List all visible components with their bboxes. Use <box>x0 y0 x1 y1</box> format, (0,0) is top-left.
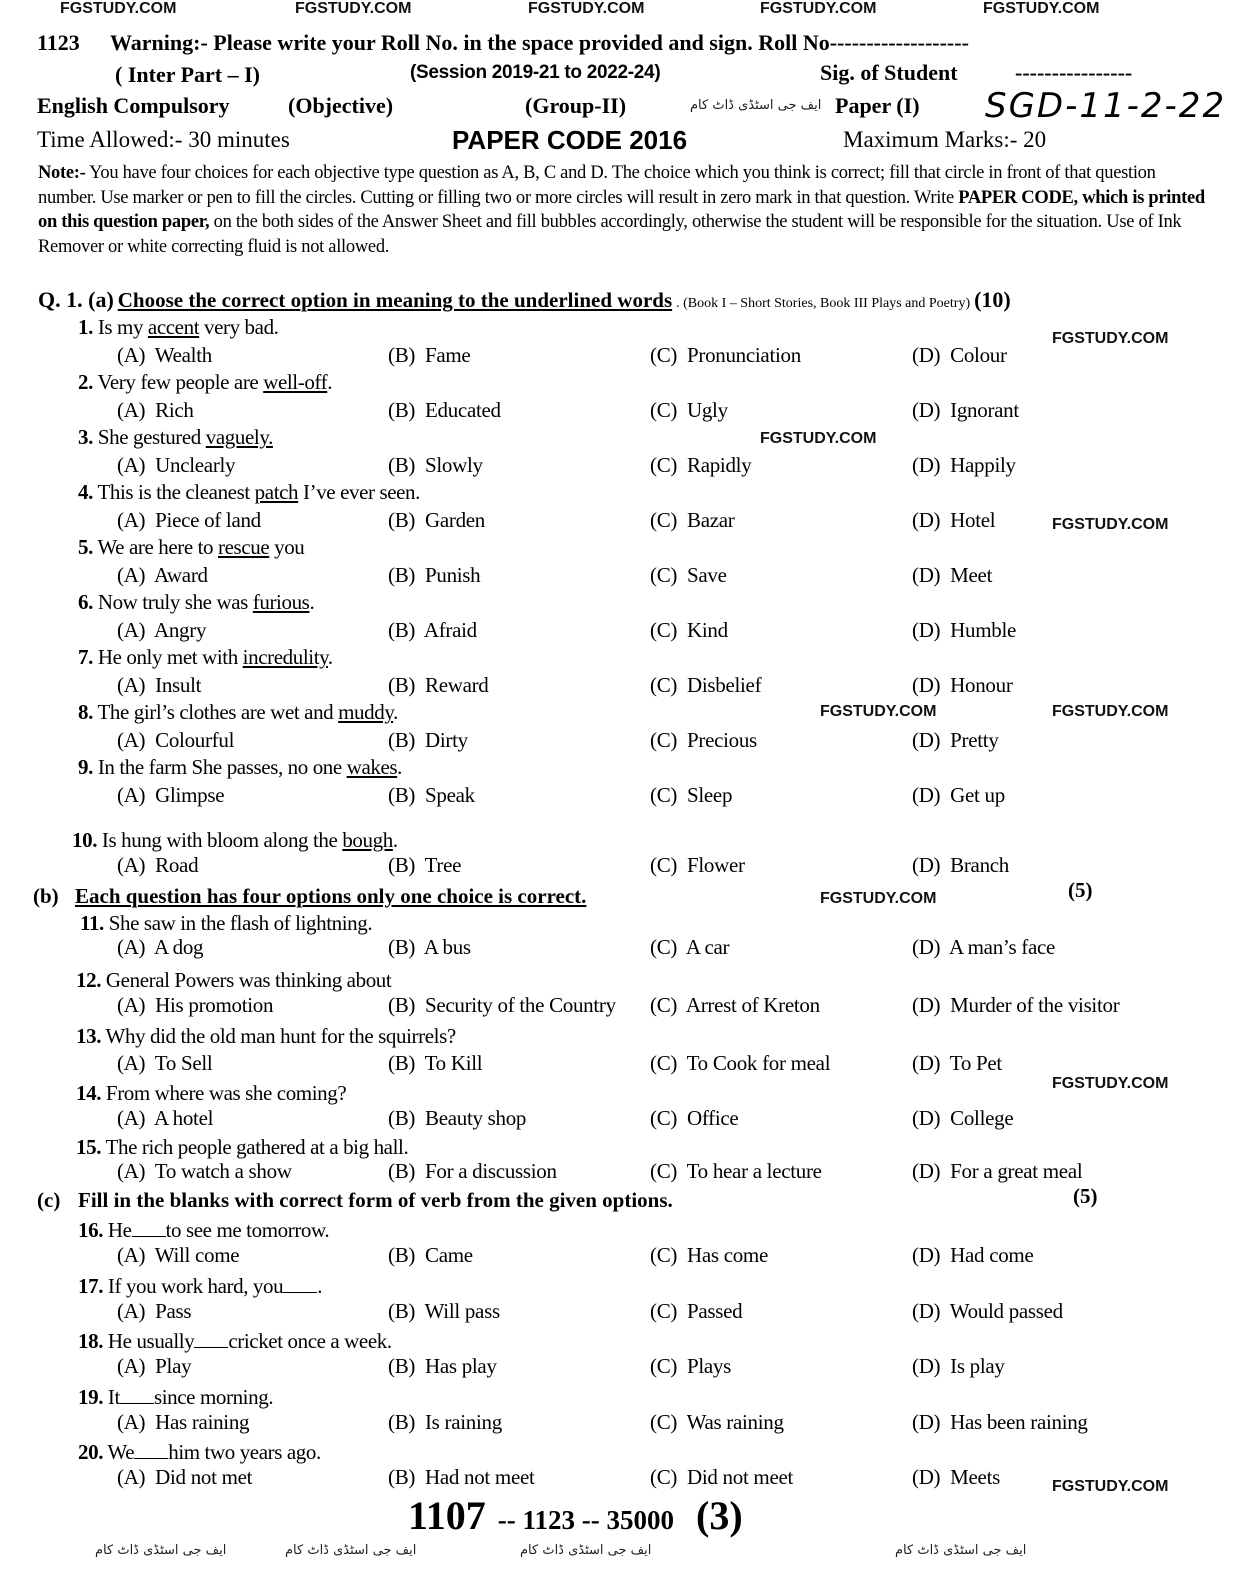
question-15-option-b: (B) For a discussion <box>388 1159 557 1183</box>
question-15-option-a: (A) To watch a show <box>117 1159 292 1183</box>
question-3-option-b: (B) Slowly <box>388 453 483 477</box>
question-13-option-b: (B) To Kill <box>388 1051 483 1075</box>
question-number: 18. <box>78 1329 104 1353</box>
question-3-option-c: (C) Rapidly <box>650 453 752 477</box>
question-9 <box>78 755 402 780</box>
question-17-option-a: (A) Pass <box>117 1299 192 1323</box>
question-4 <box>78 480 420 505</box>
question-19-option-a: (A) Has raining <box>117 1410 250 1434</box>
question-9-option-d: (D) Get up <box>912 783 1005 807</box>
answer-blank <box>132 1235 166 1237</box>
question-15-option-d: (D) For a great meal <box>912 1159 1083 1183</box>
question-text-end: . <box>309 590 315 614</box>
question-number: 1. <box>78 315 93 339</box>
section-a-source: . (Book I – Short Stories, Book III Plays and Poetry) <box>676 296 971 311</box>
answer-blank <box>194 1346 228 1348</box>
question-18-option-a: (A) Play <box>117 1354 192 1378</box>
watermark: FGSTUDY.COM <box>60 0 177 17</box>
question-15-option-c: (C) To hear a lecture <box>650 1159 822 1183</box>
question-4-option-c: (C) Bazar <box>650 508 735 532</box>
question-number: 7. <box>78 645 93 669</box>
urdu-watermark: ایف جی اسٹڈی ڈاٹ کام <box>285 1543 417 1558</box>
paper-code: PAPER CODE 2016 <box>452 125 688 155</box>
handwritten-note: SGD-11-2-22 <box>985 86 1227 126</box>
question-10-option-a: (A) Road <box>117 853 199 877</box>
question-text-end: . <box>392 828 398 852</box>
footer-page-number: (3) <box>696 1493 743 1538</box>
question-text-end: . <box>397 755 403 779</box>
question-4-option-d: (D) Hotel <box>912 508 996 532</box>
paper-type: (Objective) <box>288 93 394 118</box>
question-13 <box>76 1024 456 1049</box>
question-number: 20. <box>78 1440 104 1464</box>
watermark: FGSTUDY.COM <box>760 0 877 17</box>
urdu-watermark: ایف جی اسٹڈی ڈاٹ کام <box>895 1543 1027 1558</box>
watermark: FGSTUDY.COM <box>820 890 937 907</box>
question-17 <box>78 1274 322 1299</box>
footer-code <box>408 1492 743 1539</box>
question-number: 13. <box>76 1024 102 1048</box>
question-text-end: very bad. <box>199 315 279 339</box>
question-5-option-d: (D) Meet <box>912 563 993 587</box>
question-11-option-a: (A) A dog <box>117 935 204 959</box>
question-14-option-d: (D) College <box>912 1106 1014 1130</box>
footer-code-main: 1107 <box>408 1493 486 1538</box>
question-text: In the farm She passes, no one <box>97 755 347 779</box>
signature-label: Sig. of Student <box>820 60 958 85</box>
question-text: She saw in the flash of lightning. <box>108 911 373 935</box>
question-7 <box>78 645 333 670</box>
underlined-word: well-off <box>263 370 328 394</box>
watermark: FGSTUDY.COM <box>983 0 1100 17</box>
question-number: 9. <box>78 755 93 779</box>
question-11-option-c: (C) A car <box>650 935 730 959</box>
watermark: FGSTUDY.COM <box>1052 330 1169 347</box>
question-12-option-c: (C) Arrest of Kreton <box>650 993 820 1017</box>
question-number: 3. <box>78 425 93 449</box>
question-8-option-a: (A) Colourful <box>117 728 235 752</box>
question-text-end: since morning. <box>153 1385 274 1409</box>
question-1 <box>78 315 279 340</box>
question-5-option-c: (C) Save <box>650 563 727 587</box>
question-12-option-a: (A) His promotion <box>117 993 274 1017</box>
question-1-option-a: (A) Wealth <box>117 343 212 367</box>
time-allowed: Time Allowed:- 30 minutes <box>37 127 290 152</box>
question-text: The rich people gathered at a big hall. <box>105 1135 409 1159</box>
paper-series-code: 1123 <box>37 30 80 55</box>
question-14-option-c: (C) Office <box>650 1106 739 1130</box>
underlined-word: furious <box>252 590 310 614</box>
question-number: 10. <box>72 828 98 852</box>
question-9-option-a: (A) Glimpse <box>117 783 225 807</box>
urdu-watermark: ایف جی اسٹڈی ڈاٹ کام <box>520 1543 652 1558</box>
question-number: 2. <box>78 370 93 394</box>
underlined-word: patch <box>254 480 299 504</box>
question-text: From where was she coming? <box>105 1081 347 1105</box>
question-7-option-d: (D) Honour <box>912 673 1013 697</box>
section-b-marks: (5) <box>1068 878 1093 902</box>
footer-code-rest: -- 1123 -- 35000 <box>497 1505 675 1535</box>
section-c-label: (c) <box>37 1188 61 1212</box>
section-a-header <box>38 287 1011 313</box>
question-14-option-a: (A) A hotel <box>117 1106 214 1130</box>
question-number: 14. <box>76 1081 102 1105</box>
question-8-option-b: (B) Dirty <box>388 728 468 752</box>
signature-line: ---------------- <box>1015 60 1133 85</box>
question-9-option-b: (B) Speak <box>388 783 475 807</box>
question-19-option-d: (D) Has been raining <box>912 1410 1088 1434</box>
question-10 <box>72 828 398 853</box>
question-2 <box>78 370 332 395</box>
underlined-word: muddy <box>338 700 394 724</box>
question-12-option-b: (B) Security of the Country <box>388 993 616 1017</box>
underlined-word: bough <box>342 828 393 852</box>
question-text: Is hung with bloom along the <box>101 828 343 852</box>
question-8-option-c: (C) Precious <box>650 728 757 752</box>
question-8 <box>78 700 398 725</box>
question-text: This is the cleanest <box>97 480 255 504</box>
question-17-option-d: (D) Would passed <box>912 1299 1063 1323</box>
watermark: FGSTUDY.COM <box>760 430 877 447</box>
question-18 <box>78 1329 392 1354</box>
question-6-option-a: (A) Angry <box>117 618 207 642</box>
underlined-word: rescue <box>218 535 270 559</box>
question-text: She gestured <box>97 425 206 449</box>
question-text-end: him two years ago. <box>168 1440 321 1464</box>
watermark: FGSTUDY.COM <box>1052 516 1169 533</box>
question-19-option-c: (C) Was raining <box>650 1410 784 1434</box>
instructions-note <box>38 161 1208 259</box>
question-12 <box>76 968 391 993</box>
question-7-option-b: (B) Reward <box>388 673 489 697</box>
question-4-option-b: (B) Garden <box>388 508 485 532</box>
subject-label: English Compulsory <box>37 93 230 118</box>
question-19 <box>78 1385 273 1410</box>
question-number: 8. <box>78 700 93 724</box>
question-13-option-a: (A) To Sell <box>117 1051 213 1075</box>
question-11 <box>80 911 372 936</box>
question-12-option-d: (D) Murder of the visitor <box>912 993 1120 1017</box>
question-text: He <box>107 1218 132 1242</box>
note-text-end: on the both sides of the Answer Sheet and fill bubbles accordingly, otherwise the student will be responsible for the situation. Use of Ink Remover or white correcting fluid is not allowed. <box>38 212 1182 257</box>
question-text-end: you <box>269 535 305 559</box>
maximum-marks: Maximum Marks:- 20 <box>843 127 1047 152</box>
watermark: FGSTUDY.COM <box>820 703 937 720</box>
question-text: We <box>107 1440 135 1464</box>
question-16-option-d: (D) Had come <box>912 1243 1034 1267</box>
question-17-option-c: (C) Passed <box>650 1299 743 1323</box>
question-number: 15. <box>76 1135 102 1159</box>
note-text: You have four choices for each objective type question as A, B, C and D. The choice which you think is correct; fill that circle in front of that question number. Use marker or pen to fill the circles. Cutting or filling two or more circles will result in zero mark in that question. Write <box>38 163 1156 208</box>
note-label: Note:- <box>38 163 86 183</box>
question-text-end: . <box>327 645 333 669</box>
section-a-title: Choose the correct option in meaning to the underlined words <box>117 288 673 312</box>
section-b-label: (b) <box>33 884 59 908</box>
section-b-title: Each question has four options only one choice is correct. <box>75 884 587 908</box>
question-4-option-a: (A) Piece of land <box>117 508 261 532</box>
question-18-option-c: (C) Plays <box>650 1354 732 1378</box>
question-2-option-b: (B) Educated <box>388 398 501 422</box>
question-text-end: cricket once a week. <box>228 1329 392 1353</box>
answer-blank <box>283 1291 317 1293</box>
section-c-title: Fill in the blanks with correct form of verb from the given options. <box>78 1188 673 1212</box>
question-10-option-c: (C) Flower <box>650 853 745 877</box>
question-number: 17. <box>78 1274 104 1298</box>
watermark: FGSTUDY.COM <box>1052 1478 1169 1495</box>
watermark: FGSTUDY.COM <box>1052 703 1169 720</box>
session-label: (Session 2019-21 to 2022-24) <box>410 62 661 83</box>
question-13-option-c: (C) To Cook for meal <box>650 1051 831 1075</box>
question-number: 11. <box>80 911 104 935</box>
question-16-option-a: (A) Will come <box>117 1243 240 1267</box>
question-number: 4. <box>78 480 93 504</box>
question-text: He only met with <box>97 645 243 669</box>
question-number: 6. <box>78 590 93 614</box>
question-7-option-a: (A) Insult <box>117 673 202 697</box>
question-text-end: to see me tomorrow. <box>165 1218 330 1242</box>
question-text: Now truly she was <box>97 590 253 614</box>
question-16-option-c: (C) Has come <box>650 1243 768 1267</box>
question-text-end: I’ve ever seen. <box>298 480 421 504</box>
section-c-marks: (5) <box>1073 1184 1098 1208</box>
urdu-watermark: ایف جی اسٹڈی ڈاٹ کام <box>95 1543 227 1558</box>
urdu-watermark: ایف جی اسٹڈی ڈاٹ کام <box>690 98 822 113</box>
watermark: FGSTUDY.COM <box>528 0 645 17</box>
question-number: 12. <box>76 968 102 992</box>
question-11-option-b: (B) A bus <box>388 935 471 959</box>
underlined-word: vaguely. <box>205 425 273 449</box>
question-14-option-b: (B) Beauty shop <box>388 1106 527 1130</box>
question-20-option-a: (A) Did not met <box>117 1465 253 1489</box>
question-11-option-d: (D) A man’s face <box>912 935 1056 959</box>
question-text: General Powers was thinking about <box>105 968 392 992</box>
question-text-end: . <box>327 370 333 394</box>
question-text: He usually <box>107 1329 195 1353</box>
question-text: The girl’s clothes are wet and <box>97 700 339 724</box>
question-text: Very few people are <box>97 370 264 394</box>
question-text-end: . <box>317 1274 323 1298</box>
question-number: 5. <box>78 535 93 559</box>
question-3-option-a: (A) Unclearly <box>117 453 236 477</box>
question-1-option-d: (D) Colour <box>912 343 1007 367</box>
question-1-option-c: (C) Pronunciation <box>650 343 801 367</box>
question-20-option-c: (C) Did not meet <box>650 1465 794 1489</box>
question-number: 16. <box>78 1218 104 1242</box>
question-number: 19. <box>78 1385 104 1409</box>
question-18-option-d: (D) Is play <box>912 1354 1005 1378</box>
answer-blank <box>120 1402 154 1404</box>
warning-text: Warning:- Please write your Roll No. in the space provided and sign. Roll No------------------- <box>110 30 969 55</box>
underlined-word: wakes <box>346 755 398 779</box>
question-3-option-d: (D) Happily <box>912 453 1016 477</box>
question-2-option-a: (A) Rich <box>117 398 194 422</box>
question-18-option-b: (B) Has play <box>388 1354 497 1378</box>
question-16 <box>78 1218 329 1243</box>
question-19-option-b: (B) Is raining <box>388 1410 502 1434</box>
question-20-option-b: (B) Had not meet <box>388 1465 535 1489</box>
question-3 <box>78 425 273 450</box>
question-5-option-b: (B) Punish <box>388 563 481 587</box>
question-5 <box>78 535 304 560</box>
question-16-option-b: (B) Came <box>388 1243 473 1267</box>
paper-label: Paper (I) <box>835 93 920 118</box>
question-text: Why did the old man hunt for the squirrels? <box>105 1024 456 1048</box>
answer-blank <box>134 1457 168 1459</box>
question-text: It <box>107 1385 120 1409</box>
question-20 <box>78 1440 321 1465</box>
question-20-option-d: (D) Meets <box>912 1465 1000 1489</box>
question-6-option-b: (B) Afraid <box>388 618 477 642</box>
watermark: FGSTUDY.COM <box>1052 1075 1169 1092</box>
question-text: Is my <box>97 315 148 339</box>
group-label: (Group-II) <box>525 93 627 118</box>
question-10-option-b: (B) Tree <box>388 853 462 877</box>
question-14 <box>76 1081 346 1106</box>
question-15 <box>76 1135 408 1160</box>
question-13-option-d: (D) To Pet <box>912 1051 1002 1075</box>
underlined-word: incredulity <box>242 645 328 669</box>
watermark: FGSTUDY.COM <box>295 0 412 17</box>
question-6-option-c: (C) Kind <box>650 618 728 642</box>
question-6-option-d: (D) Humble <box>912 618 1017 642</box>
question-5-option-a: (A) Award <box>117 563 208 587</box>
question-6 <box>78 590 314 615</box>
question-2-option-d: (D) Ignorant <box>912 398 1019 422</box>
question-17-option-b: (B) Will pass <box>388 1299 500 1323</box>
question-8-option-d: (D) Pretty <box>912 728 999 752</box>
note-bold-text: PAPER CODE, which is printed on this question paper, <box>38 187 1205 232</box>
question-text: If you work hard, you <box>107 1274 284 1298</box>
question-1-option-b: (B) Fame <box>388 343 471 367</box>
section-a-label: Q. 1. (a) <box>38 287 114 312</box>
question-text: We are here to <box>97 535 219 559</box>
question-10-option-d: (D) Branch <box>912 853 1009 877</box>
question-text-end: . <box>393 700 398 724</box>
question-2-option-c: (C) Ugly <box>650 398 728 422</box>
class-label: ( Inter Part – I) <box>115 62 260 87</box>
question-9-option-c: (C) Sleep <box>650 783 733 807</box>
section-a-marks: (10) <box>974 287 1011 312</box>
question-7-option-c: (C) Disbelief <box>650 673 762 697</box>
underlined-word: accent <box>147 315 200 339</box>
